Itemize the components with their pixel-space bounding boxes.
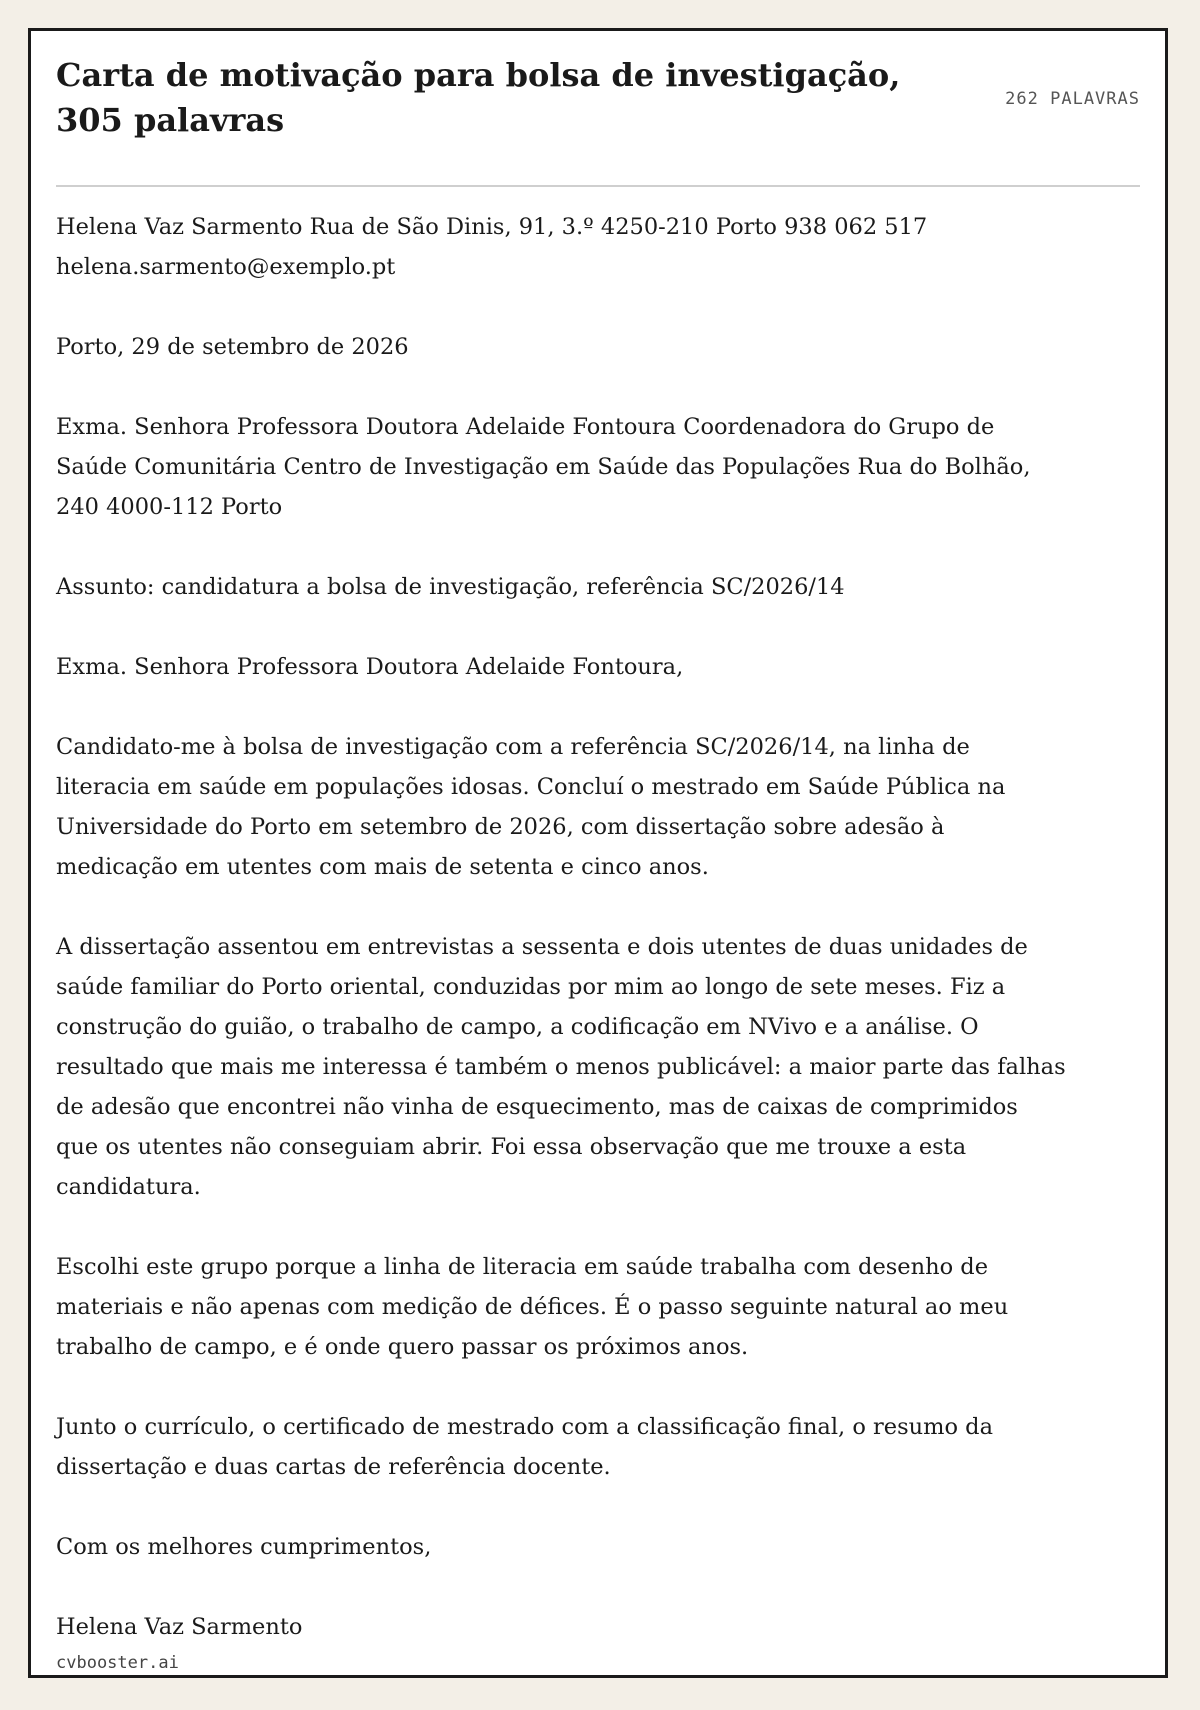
brand-footer: cvbooster.ai (56, 1653, 179, 1673)
letter-body (56, 207, 1066, 1647)
body-paragraph: Junto o currículo, o certificado de mestrado com a classificação final, o resumo da dissertação e duas cartas de referência docente. (56, 1414, 994, 1480)
body-paragraph: Escolhi este grupo porque a linha de literacia em saúde trabalha com desenho de materiais e não apenas com medição de défices. É o passo seguinte natural ao meu trabalho de campo, e é onde quero passar os próximos anos. (56, 1254, 1009, 1360)
letter-card (28, 28, 1168, 1678)
letter-salutation: Exma. Senhora Professora Doutora Adelaide Fontoura, (56, 654, 684, 680)
body-paragraph: A dissertação assentou em entrevistas a sessenta e dois utentes de duas unidades de saúde familiar do Porto oriental, conduzidas por mim ao longo de sete meses. Fiz a construção do guião, o trabalho de campo, a codificação em NVivo e a análise. O resultado que mais me interessa é também o menos publicável: a maior parte das falhas de adesão que encontrei não vinha de esquecimento, mas de caixas de comprimidos que os utentes não conseguiam abrir. Foi essa observação que me trouxe a esta candidatura. (56, 934, 1066, 1200)
sender-block: Helena Vaz Sarmento Rua de São Dinis, 91, 3.º 4250-210 Porto 938 062 517 helena.sarmento@exemplo.pt (56, 214, 928, 280)
letter-date: Porto, 29 de setembro de 2026 (56, 334, 409, 360)
letter-subject: Assunto: candidatura a bolsa de investigação, referência SC/2026/14 (56, 574, 845, 600)
body-paragraph: Candidato-me à bolsa de investigação com a referência SC/2026/14, na linha de literacia em saúde em populações idosas. Concluí o mestrado em Saúde Pública na Universidade do Porto em setembro de 2026, com dissertação sobre adesão à medicação em utentes com mais de setenta e cinco anos. (56, 734, 1006, 880)
page-title: Carta de motivação para bolsa de investigação, 305 palavras (56, 56, 901, 139)
letter-header (56, 53, 1140, 187)
recipient-block: Exma. Senhora Professora Doutora Adelaide Fontoura Coordenadora do Grupo de Saúde Comunitária Centro de Investigação em Saúde das Populações Rua do Bolhão, 240 4000-112 Porto (56, 414, 1031, 520)
letter-closing: Com os melhores cumprimentos, (56, 1534, 432, 1560)
word-count-badge: 262 PALAVRAS (1005, 89, 1140, 109)
letter-signature: Helena Vaz Sarmento (56, 1614, 303, 1640)
